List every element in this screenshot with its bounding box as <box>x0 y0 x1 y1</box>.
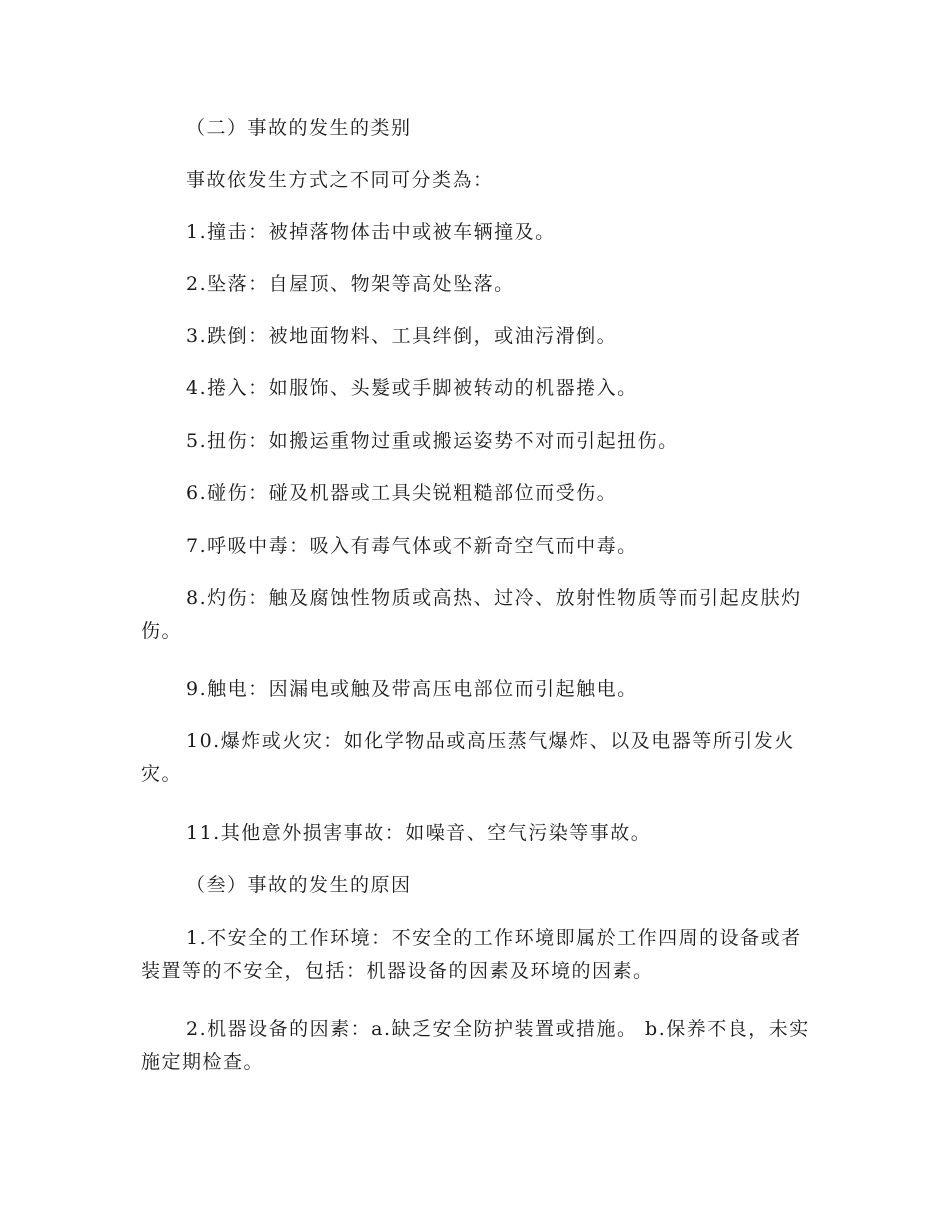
list-item-9: 9.触电：因漏电或触及带高压电部位而引起触电。 <box>186 678 638 700</box>
list-item-5: 5.扭伤：如搬运重物过重或搬运姿势不对而引起扭伤。 <box>186 430 679 452</box>
list-item-7: 7.呼吸中毒：吸入有毒气体或不新奇空气而中毒。 <box>186 535 638 557</box>
list-item-1: 1.撞击：被掉落物体击中或被车辆撞及。 <box>186 221 556 243</box>
cause-item-2: 2.机器设备的因素：a.缺乏安全防护装置或措施。 b.保养不良，未实施定期检查。 <box>141 1018 810 1073</box>
section-heading-causes: （叁）事故的发生的原因 <box>186 874 412 896</box>
cause-item-1: 1.不安全的工作环境：不安全的工作环境即属於工作四周的设备或者装置等的不安全，包括：机器设备的因素及环境的因素。 <box>141 927 802 982</box>
list-item-8: 8.灼伤：触及腐蚀性物质或高热、过冷、放射性物质等而引起皮肤灼伤。 <box>141 587 802 642</box>
section-heading-categories: （二）事故的发生的类别 <box>186 117 412 139</box>
paragraph-intro: 事故依发生方式之不同可分类為： <box>186 169 494 191</box>
list-item-4: 4.捲入：如服饰、头髮或手脚被转动的机器捲入。 <box>186 377 638 399</box>
list-item-10: 10.爆炸或火灾：如化学物品或高压蒸气爆炸、以及电器等所引发火灾。 <box>141 730 795 785</box>
list-item-2: 2.坠落：自屋顶、物架等高处坠落。 <box>186 273 515 295</box>
list-item-11: 11.其他意外损害事故：如噪音、空气污染等事故。 <box>186 822 652 844</box>
list-item-3: 3.跌倒：被地面物料、工具绊倒，或油污滑倒。 <box>186 325 618 347</box>
list-item-6: 6.碰伤：碰及机器或工具尖锐粗糙部位而受伤。 <box>186 482 618 504</box>
